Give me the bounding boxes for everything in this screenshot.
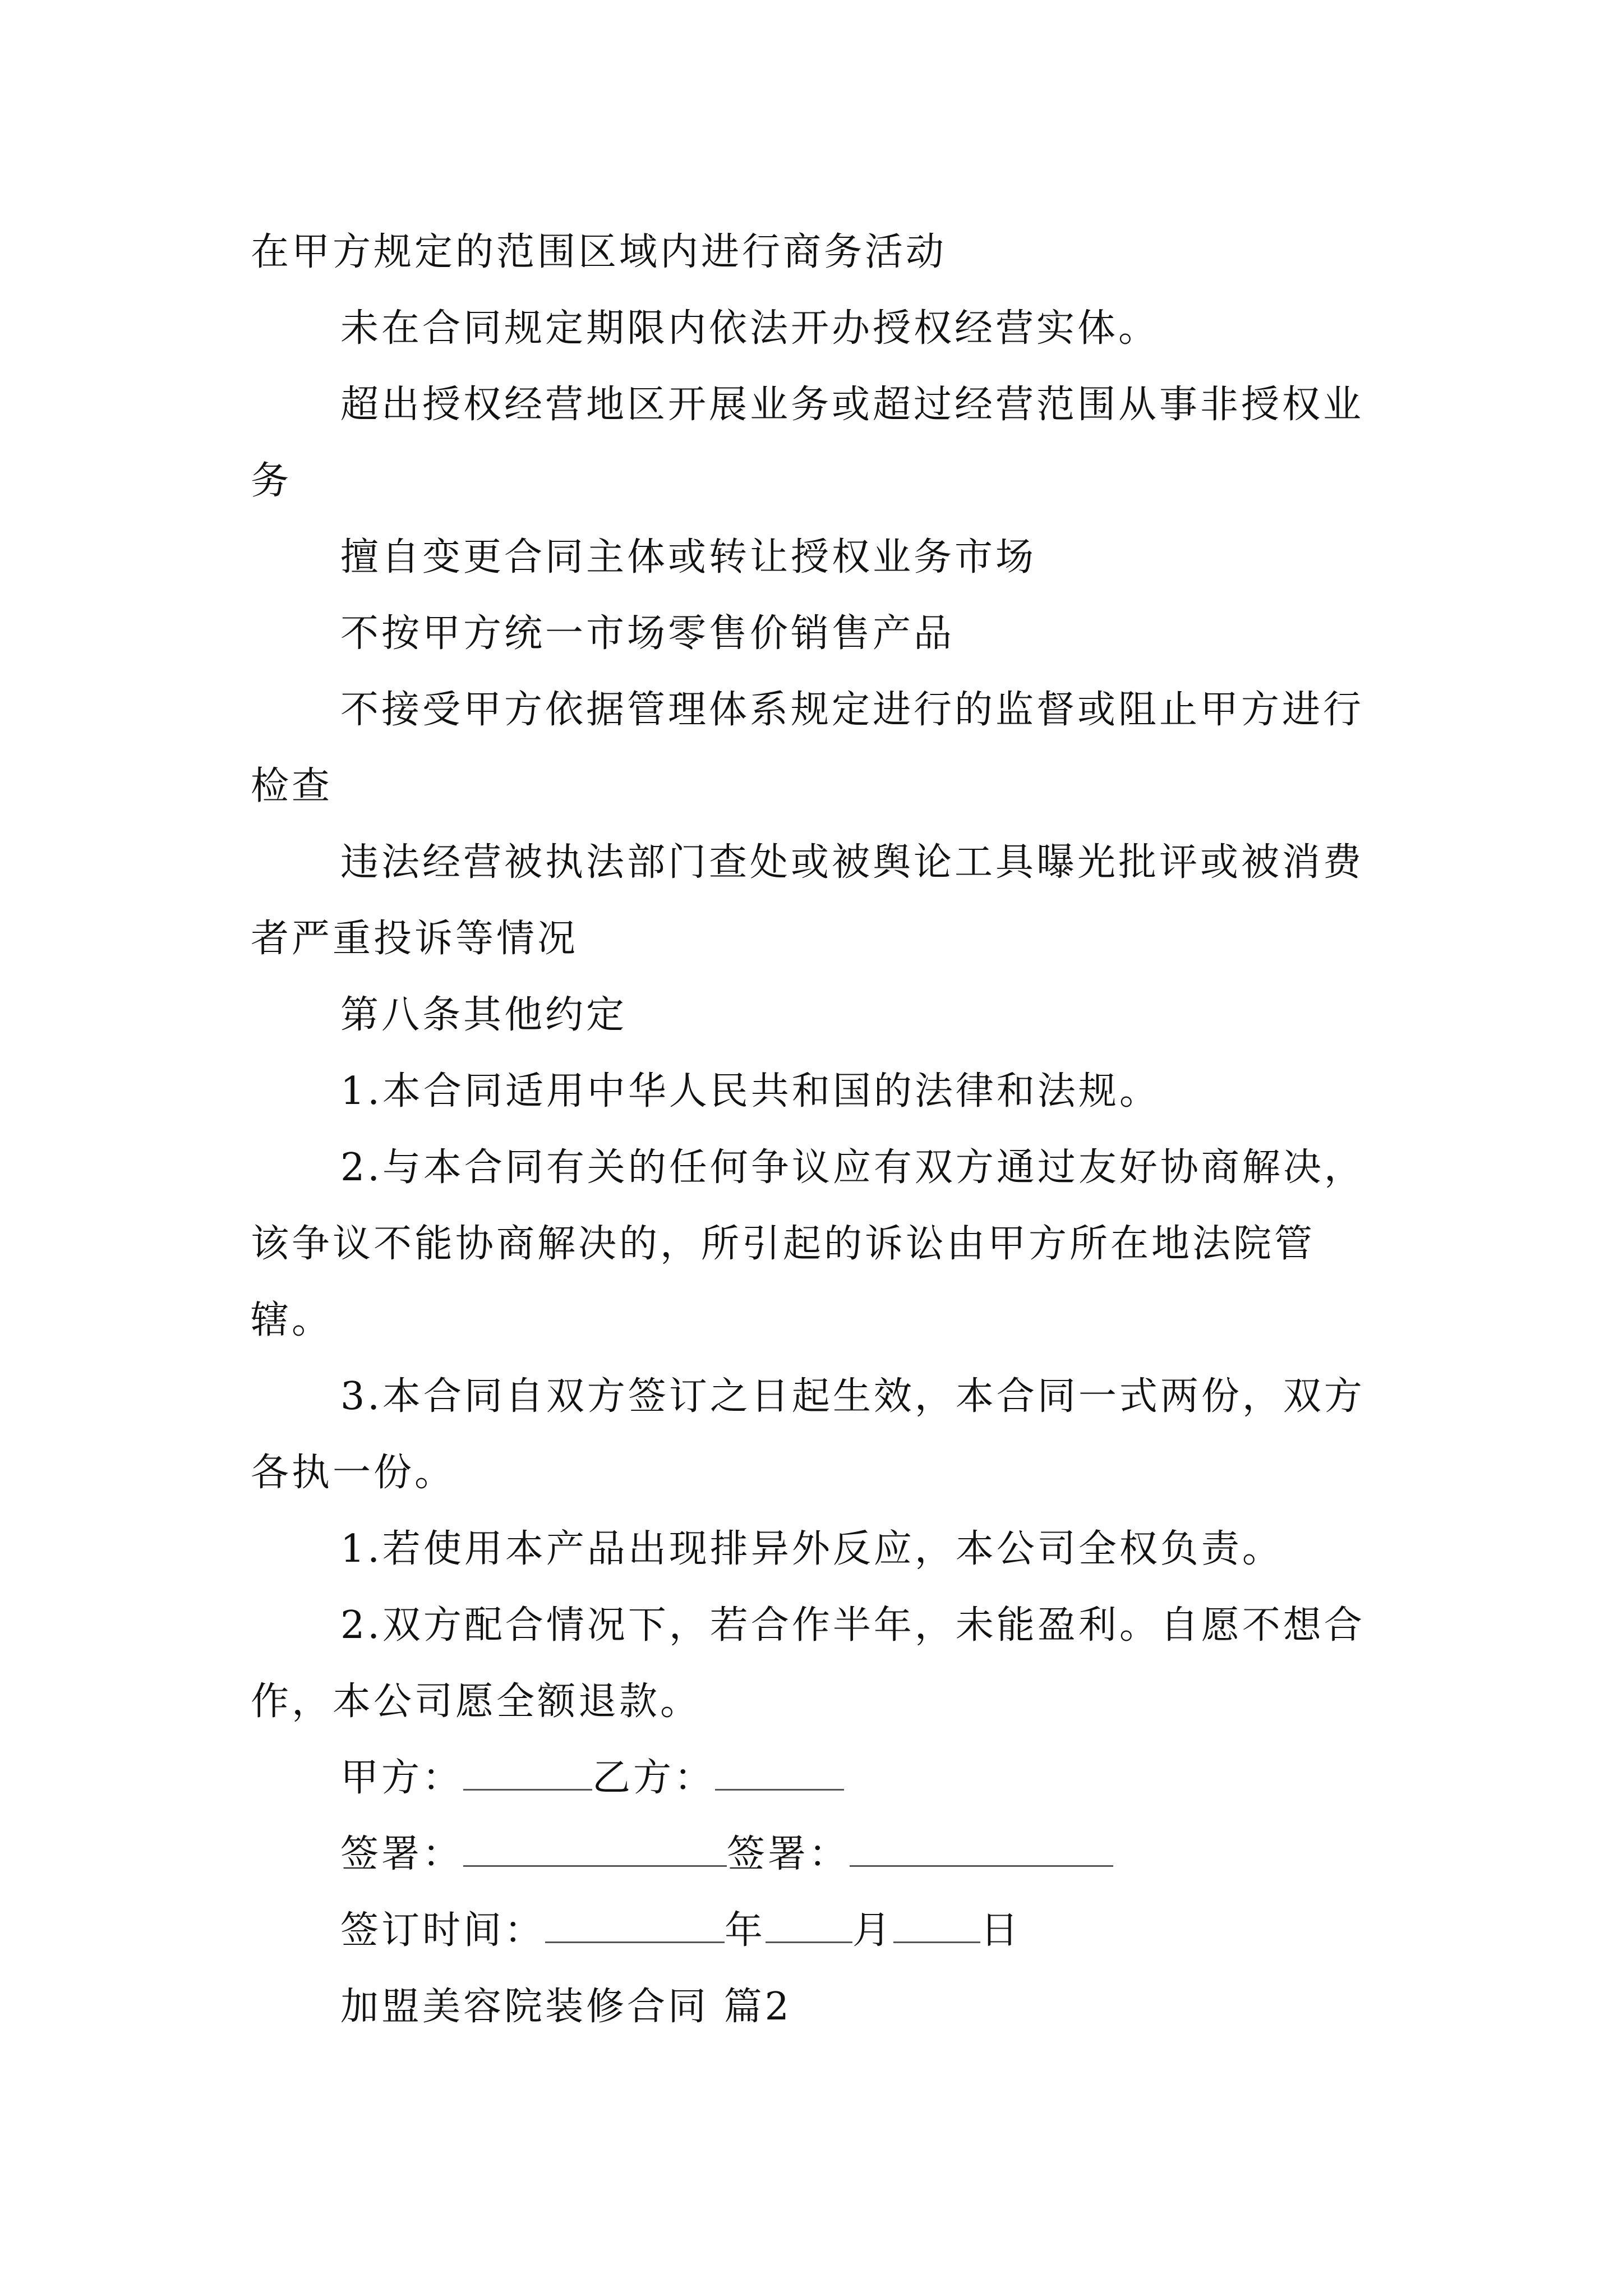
date-line (251, 1893, 1395, 1969)
promise-2: 2.双方配合情况下，若合作半年，未能盈利。自愿不想合作，本公司愿全额退款。 (251, 1603, 1365, 1724)
sign-a-label: 签署： (340, 1832, 464, 1876)
date-label: 签订时间： (340, 1908, 546, 1953)
day-label: 日 (980, 1908, 1022, 1953)
paragraph-2: 未在合同规定期限内依法开办授权经营实体。 (340, 306, 1160, 351)
paragraph-6: 不接受甲方依据管理体系规定进行的监督或阻止甲方进行检查 (251, 688, 1364, 808)
party-a-blank[interactable] (463, 1759, 592, 1791)
paragraph-1: 在甲方规定的范围区域内进行商务活动 (251, 230, 947, 274)
clause-1: 1.本合同适用中华人民共和国的法律和法规。 (340, 1069, 1160, 1114)
day-blank[interactable] (893, 1911, 980, 1943)
sign-a-blank[interactable] (463, 1835, 727, 1867)
article-8-heading: 第八条其他约定 (340, 993, 628, 1037)
paragraph-4: 擅自变更合同主体或转让授权业务市场 (340, 535, 1037, 579)
signature-line (251, 1816, 1395, 1893)
party-a-label: 甲方： (340, 1756, 464, 1800)
next-section-title: 加盟美容院装修合同 篇2 (340, 1985, 792, 2029)
paragraph-5: 不按甲方统一市场零售价销售产品 (340, 611, 955, 656)
year-blank[interactable] (545, 1911, 725, 1943)
document-body (251, 214, 1395, 2045)
month-blank[interactable] (766, 1911, 852, 1943)
party-line (251, 1740, 1395, 1816)
paragraph-7: 违法经营被执法部门查处或被舆论工具曝光批评或被消费者严重投诉等情况 (251, 840, 1364, 961)
party-b-label: 乙方： (592, 1756, 716, 1800)
sign-b-label: 签署： (727, 1832, 850, 1876)
party-b-blank[interactable] (715, 1759, 844, 1791)
clause-2: 2.与本合同有关的任何争议应有双方通过友好协商解决，该争议不能协商解决的，所引起的诉讼由甲方所在地法院管辖。 (251, 1145, 1365, 1342)
paragraph-3: 超出授权经营地区开展业务或超过经营范围从事非授权业务 (251, 383, 1364, 503)
year-label: 年 (725, 1908, 766, 1953)
promise-1: 1.若使用本产品出现排异外反应，本公司全权负责。 (340, 1527, 1283, 1571)
sign-b-blank[interactable] (850, 1835, 1113, 1867)
clause-3: 3.本合同自双方签订之日起生效，本合同一式两份，双方各执一份。 (251, 1374, 1365, 1495)
month-label: 月 (852, 1908, 894, 1953)
